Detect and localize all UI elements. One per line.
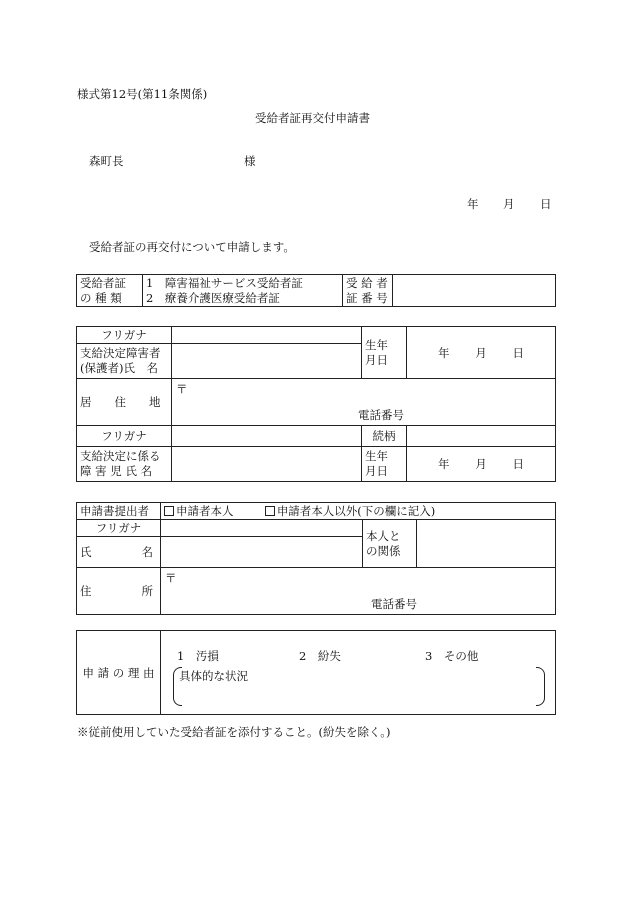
- submitter-name-field[interactable]: [161, 537, 363, 568]
- applicant-table: [76, 326, 556, 482]
- child-birthdate-field[interactable]: 年 月 日: [407, 447, 556, 482]
- submitter-furigana-label: フリガナ: [77, 520, 161, 537]
- form-number: 様式第12号(第11条関係): [77, 87, 208, 101]
- page-title: 受給者証再交付申請書: [255, 111, 370, 125]
- reason-option-2[interactable]: 2 紛失: [299, 649, 341, 663]
- reason-label: 申 請 の 理 由: [77, 631, 161, 715]
- furigana-field[interactable]: [172, 327, 362, 344]
- cert-option-1: 1 障害福祉サービス受給者証: [146, 275, 303, 290]
- reason-table: [76, 630, 556, 715]
- honorific: 様: [244, 154, 256, 168]
- birthdate-label: 生年 月日: [362, 327, 407, 379]
- cert-option-2: 2 療養介護医療受給者証: [146, 290, 280, 305]
- furigana2-label: フリガナ: [77, 426, 172, 447]
- date-month: 月: [503, 197, 515, 211]
- child-name-field[interactable]: [172, 447, 362, 482]
- submitter-self-option[interactable]: 申請者本人: [164, 504, 234, 518]
- addressee: 森町長: [89, 154, 124, 168]
- submitter-table: [76, 502, 556, 615]
- postal-mark: 〒: [176, 382, 188, 396]
- submitter-label: 申請書提出者: [77, 503, 161, 520]
- detail-label: 具体的な状況: [179, 669, 248, 683]
- submitter-relation-field[interactable]: [417, 520, 556, 568]
- submitter-furigana-field[interactable]: [161, 520, 363, 537]
- address-label: 居 住 地: [77, 379, 172, 426]
- submitter-options: [161, 503, 556, 520]
- applicant-name-field[interactable]: [172, 344, 362, 379]
- birthdate-field[interactable]: 年 月 日: [407, 327, 556, 379]
- relation-label: 続柄: [362, 426, 407, 447]
- checkbox-icon[interactable]: [164, 506, 174, 516]
- checkbox-icon[interactable]: [265, 506, 275, 516]
- intro-text: 受給者証の再交付について申請します。: [89, 240, 295, 254]
- relation-field[interactable]: [407, 426, 556, 447]
- cert-number-label: 受 給 者 証 番 号: [343, 275, 393, 307]
- reason-field[interactable]: [161, 631, 556, 715]
- applicant-name-label: 支給決定障害者 (保護者)氏 名: [77, 344, 172, 379]
- postal-mark: 〒: [165, 571, 177, 585]
- address-field[interactable]: [172, 379, 556, 426]
- reason-option-1[interactable]: 1 汚損: [177, 649, 219, 663]
- cert-type-label: 受給者証 の 種 類: [77, 275, 143, 307]
- right-bracket: [536, 667, 545, 706]
- cert-type-table: [76, 274, 556, 307]
- cert-type-options: [143, 275, 343, 307]
- submitter-other-option[interactable]: 申請者本人以外(下の欄に記入): [265, 504, 435, 518]
- child-name-label: 支給決定に係る 障 害 児 氏 名: [77, 447, 172, 482]
- footnote: ※従前使用していた受給者証を添付すること。(紛失を除く。): [77, 725, 391, 739]
- submitter-address-field[interactable]: [161, 568, 556, 615]
- submitter-phone-label: 電話番号: [371, 597, 417, 611]
- furigana2-field[interactable]: [172, 426, 362, 447]
- date-day: 日: [540, 197, 552, 211]
- submitter-address-label: 住 所: [77, 568, 161, 615]
- cert-number-field[interactable]: [393, 275, 556, 307]
- submitter-relation-label: 本人と の関係: [363, 520, 417, 568]
- phone-label: 電話番号: [358, 408, 404, 422]
- furigana-label: フリガナ: [77, 327, 172, 344]
- reason-option-3[interactable]: 3 その他: [425, 649, 479, 663]
- date-year: 年: [467, 197, 479, 211]
- submitter-name-label: 氏 名: [77, 537, 161, 568]
- child-birthdate-label: 生年 月日: [362, 447, 407, 482]
